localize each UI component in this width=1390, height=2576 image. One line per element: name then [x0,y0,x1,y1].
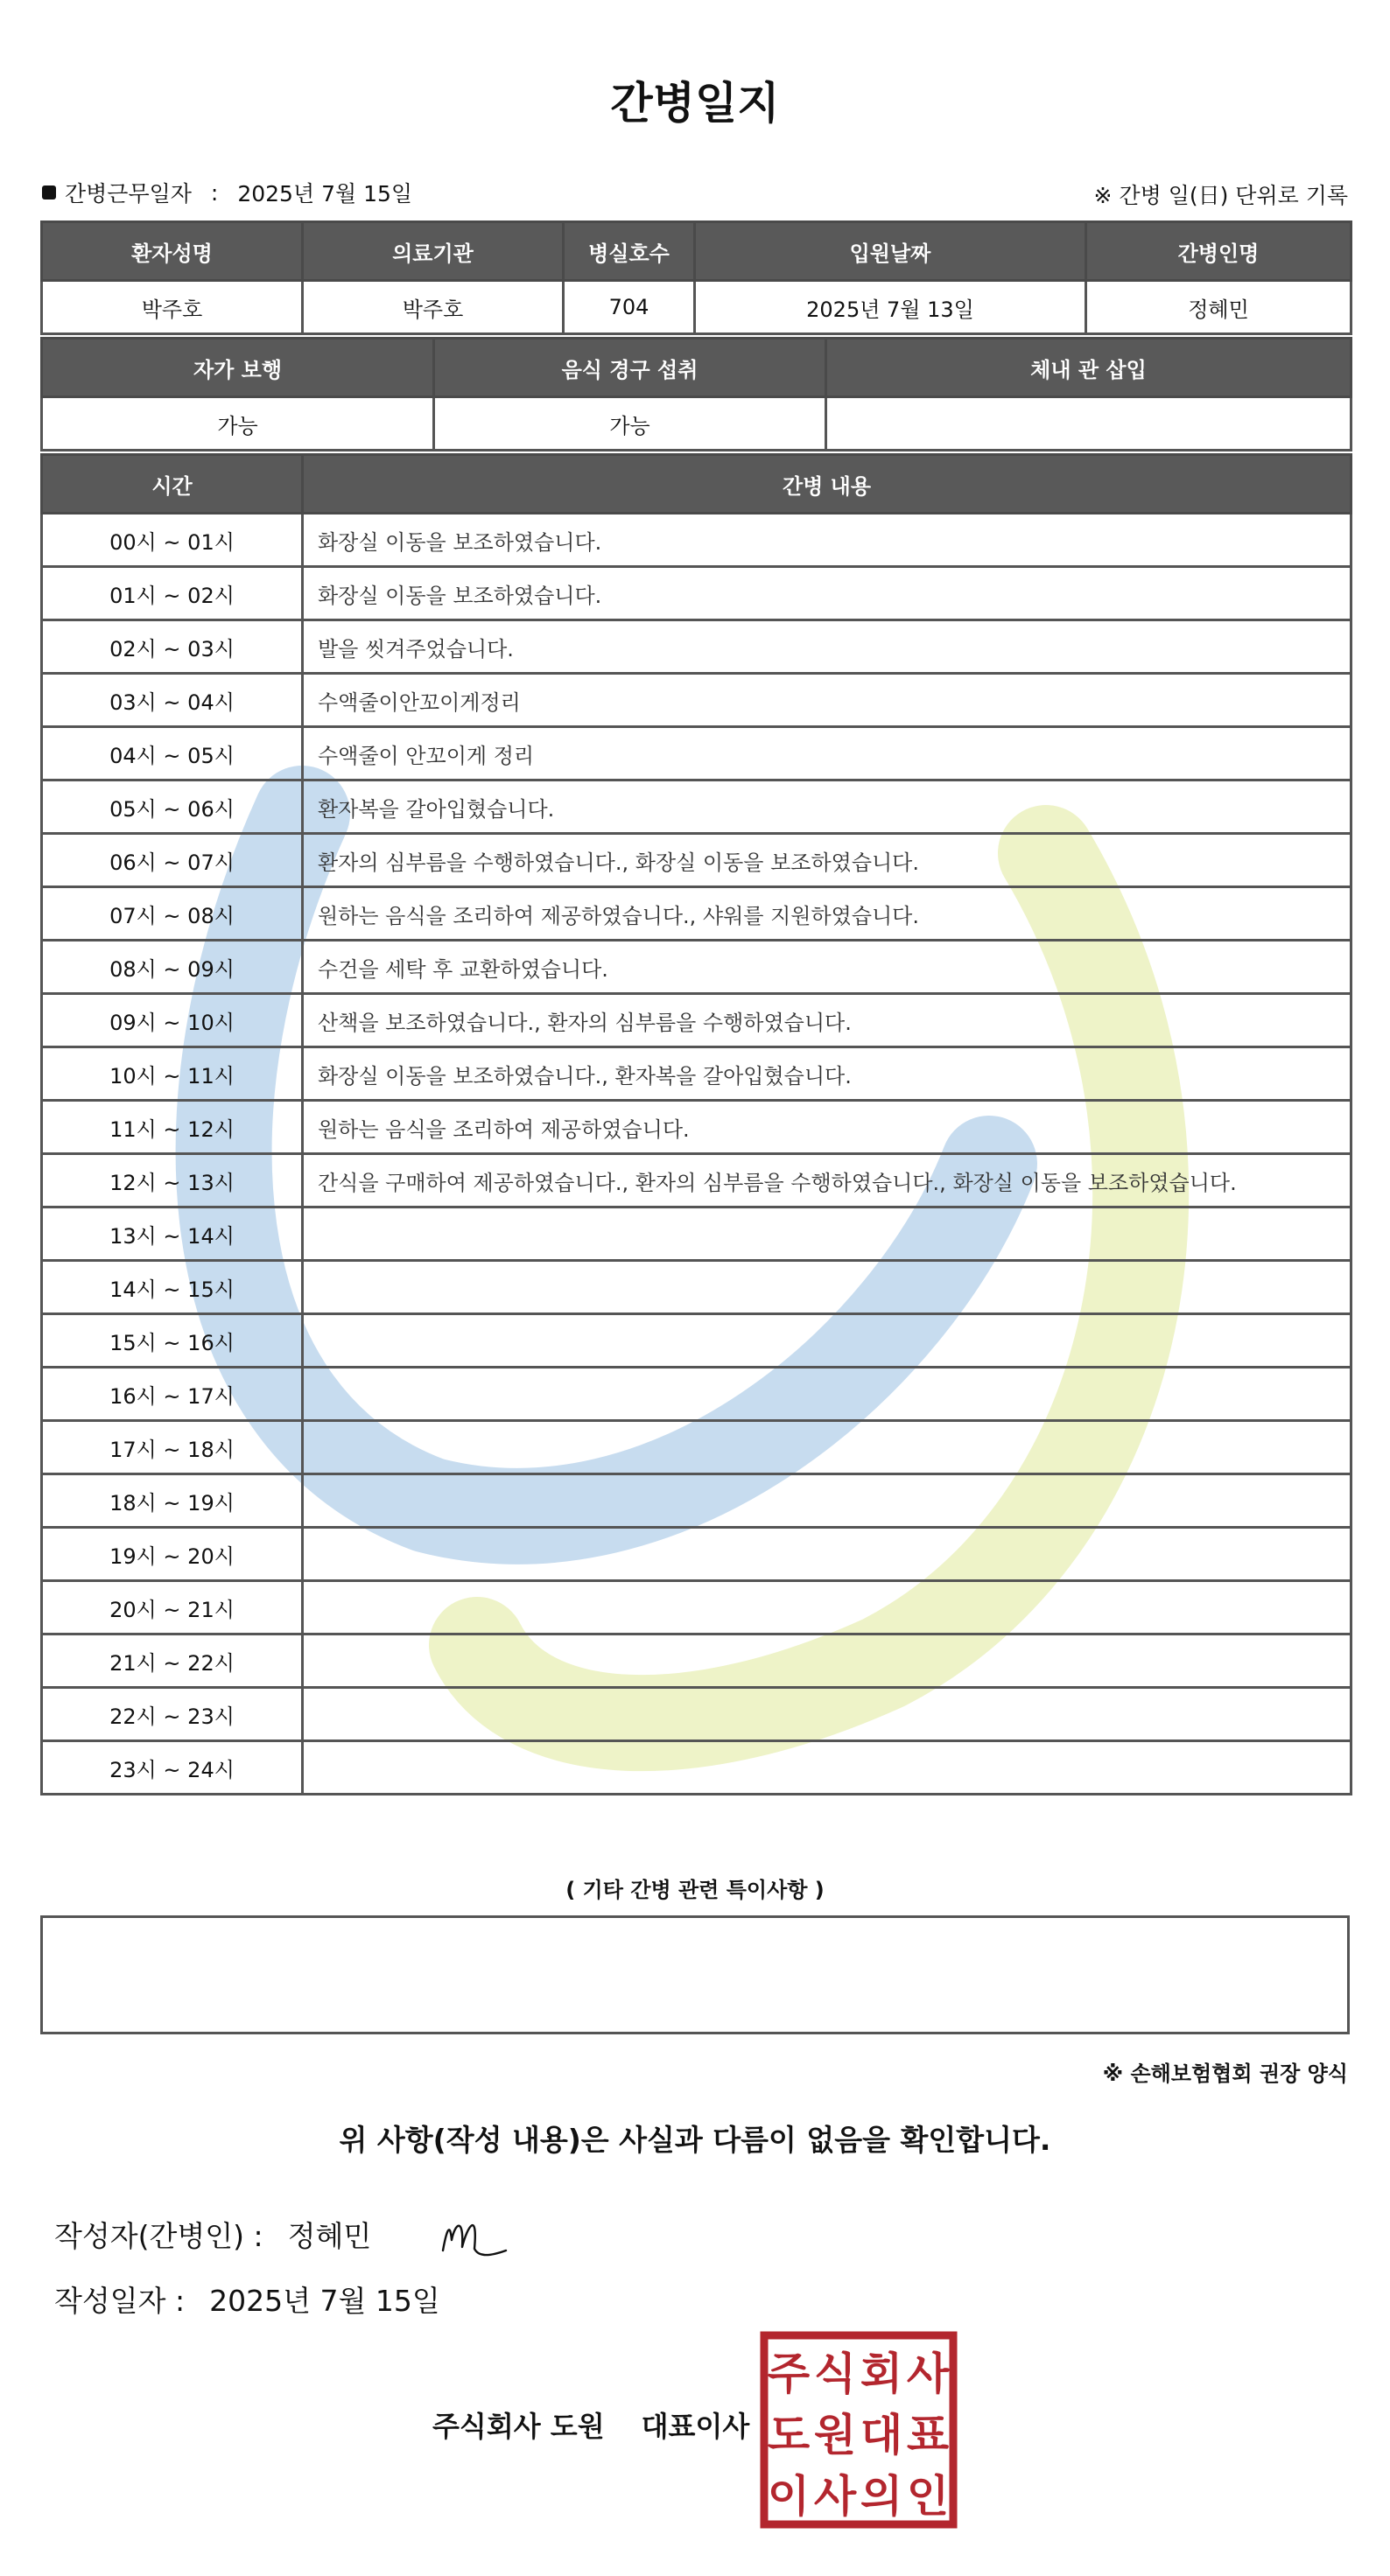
time-cell: 07시 ~ 08시 [42,887,303,941]
work-date-separator: : [210,179,219,206]
time-cell: 03시 ~ 04시 [42,674,303,727]
time-cell: 06시 ~ 07시 [42,834,303,887]
care-content-cell [303,1368,1351,1421]
table-row [42,941,1351,994]
seal-character: 의 [860,2471,903,2522]
caregiver-name-header: 간병인명 [1086,222,1351,281]
time-cell: 14시 ~ 15시 [42,1261,303,1314]
room-number-value: 704 [564,281,695,334]
seal-character: 이 [767,2471,811,2522]
care-content-cell [303,1581,1351,1634]
company-line [432,2404,749,2445]
bullet-square-icon [42,186,56,200]
seal-character: 사 [813,2471,857,2522]
time-cell: 16시 ~ 17시 [42,1368,303,1421]
special-notes-box [40,1915,1350,2034]
care-content-header: 간병 내용 [303,455,1351,514]
writer-name: 정혜민 [287,2219,372,2253]
care-content-cell: 수액줄이 안꼬이게 정리 [303,727,1351,780]
care-content-cell [303,1688,1351,1741]
table-row [42,1101,1351,1154]
patient-info-header-row [42,222,1351,281]
table-row [42,567,1351,620]
table-row [42,780,1351,834]
care-content-cell [303,1741,1351,1795]
admission-date-value: 2025년 7월 13일 [695,281,1086,334]
work-date-value: 2025년 7월 15일 [237,181,413,206]
self-walking-header: 자가 보행 [42,339,434,397]
seal-character: 주 [767,2348,811,2399]
seal-character: 인 [906,2471,950,2522]
seal-character: 표 [906,2410,950,2460]
document-title: 간병일지 [610,78,780,129]
care-log-table [40,453,1352,1796]
room-number-header: 병실호수 [564,222,695,281]
time-header: 시간 [42,455,303,514]
time-cell: 15시 ~ 16시 [42,1314,303,1368]
time-cell: 23시 ~ 24시 [42,1741,303,1795]
hospital-header: 의료기관 [303,222,564,281]
patient-info-table [40,220,1352,335]
care-content-cell: 간식을 구매하여 제공하였습니다., 환자의 심부름을 수행하였습니다., 화장실 이동을 보조하였습니다. [303,1154,1351,1208]
table-row [42,1528,1351,1581]
table-row [42,1261,1351,1314]
time-cell: 21시 ~ 22시 [42,1634,303,1688]
table-row [42,1634,1351,1688]
table-row [42,1208,1351,1261]
table-row [42,620,1351,674]
time-cell: 17시 ~ 18시 [42,1421,303,1474]
signature-icon [438,2205,516,2266]
time-cell: 09시 ~ 10시 [42,994,303,1047]
care-content-cell: 수건을 세탁 후 교환하였습니다. [303,941,1351,994]
table-row [42,1314,1351,1368]
time-cell: 18시 ~ 19시 [42,1474,303,1528]
care-log-header-row [42,455,1351,514]
company-name: 주식회사 도원 [432,2410,605,2443]
confirmation-statement: 위 사항(작성 내용)은 사실과 다름이 없음을 확인합니다. [339,2123,1051,2157]
table-row [42,1581,1351,1634]
patient-status-table [40,337,1352,452]
time-cell: 12시 ~ 13시 [42,1154,303,1208]
caregiver-name-value: 정혜민 [1086,281,1351,334]
written-date-label: 작성일자 : [54,2284,186,2318]
table-row [42,1688,1351,1741]
seal-character: 도 [767,2410,811,2460]
self-walking-value: 가능 [42,397,434,451]
special-notes-title: ( 기타 간병 관련 특이사항 ) [565,1878,825,1902]
recommendation-note: ※ 손해보험협회 권장 양식 [1102,2062,1348,2086]
admission-date-header: 입원날짜 [695,222,1086,281]
time-cell: 13시 ~ 14시 [42,1208,303,1261]
time-cell: 19시 ~ 20시 [42,1528,303,1581]
care-content-cell: 화장실 이동을 보조하였습니다. [303,514,1351,567]
time-cell: 22시 ~ 23시 [42,1688,303,1741]
written-date-value: 2025년 7월 15일 [209,2284,440,2318]
oral-intake-value: 가능 [434,397,826,451]
table-row [42,1474,1351,1528]
seal-character: 대 [860,2410,903,2460]
patient-info-value-row [42,281,1351,334]
table-row [42,727,1351,780]
time-cell: 10시 ~ 11시 [42,1047,303,1101]
work-date-label: 간병근무일자 [65,181,192,206]
time-cell: 01시 ~ 02시 [42,567,303,620]
care-content-cell [303,1474,1351,1528]
table-row [42,1741,1351,1795]
care-content-cell: 원하는 음식을 조리하여 제공하였습니다., 샤워를 지원하였습니다. [303,887,1351,941]
care-content-cell: 수액줄이안꼬이게정리 [303,674,1351,727]
hospital-value: 박주호 [303,281,564,334]
seal-character: 회 [860,2348,903,2399]
seal-character: 원 [813,2410,857,2460]
seal-character: 사 [906,2348,950,2399]
company-seal-icon [760,2331,958,2529]
care-content-cell [303,1208,1351,1261]
patient-status-value-row [42,397,1351,451]
time-cell: 00시 ~ 01시 [42,514,303,567]
time-cell: 04시 ~ 05시 [42,727,303,780]
care-content-cell [303,1314,1351,1368]
table-row [42,1368,1351,1421]
oral-intake-header: 음식 경구 섭취 [434,339,826,397]
work-date [42,177,412,208]
ceo-title: 대표이사 [641,2410,750,2443]
care-content-cell: 환자복을 갈아입혔습니다. [303,780,1351,834]
record-unit-note: ※ 간병 일(日) 단위로 기록 [1093,183,1348,208]
table-row [42,674,1351,727]
care-content-cell: 발을 씻겨주었습니다. [303,620,1351,674]
writer-line [54,2214,371,2255]
time-cell: 02시 ~ 03시 [42,620,303,674]
care-content-cell: 원하는 음식을 조리하여 제공하였습니다. [303,1101,1351,1154]
care-content-cell: 산책을 보조하였습니다., 환자의 심부름을 수행하였습니다. [303,994,1351,1047]
writer-label: 작성자(간병인) : [54,2219,263,2253]
table-row [42,994,1351,1047]
table-row [42,514,1351,567]
time-cell: 20시 ~ 21시 [42,1581,303,1634]
care-content-cell [303,1261,1351,1314]
seal-character: 식 [813,2348,857,2399]
care-log-body [42,514,1351,1795]
care-content-cell: 화장실 이동을 보조하였습니다. [303,567,1351,620]
patient-name-value: 박주호 [42,281,303,334]
written-date-line [54,2278,440,2320]
tube-insertion-value [826,397,1351,451]
time-cell: 08시 ~ 09시 [42,941,303,994]
care-content-cell: 화장실 이동을 보조하였습니다., 환자복을 갈아입혔습니다. [303,1047,1351,1101]
table-row [42,1421,1351,1474]
table-row [42,1154,1351,1208]
tube-insertion-header: 체내 관 삽입 [826,339,1351,397]
table-row [42,887,1351,941]
table-row [42,834,1351,887]
table-row [42,1047,1351,1101]
patient-status-header-row [42,339,1351,397]
time-cell: 11시 ~ 12시 [42,1101,303,1154]
care-content-cell: 환자의 심부름을 수행하였습니다., 화장실 이동을 보조하였습니다. [303,834,1351,887]
time-cell: 05시 ~ 06시 [42,780,303,834]
care-content-cell [303,1528,1351,1581]
care-content-cell [303,1421,1351,1474]
patient-name-header: 환자성명 [42,222,303,281]
care-content-cell [303,1634,1351,1688]
